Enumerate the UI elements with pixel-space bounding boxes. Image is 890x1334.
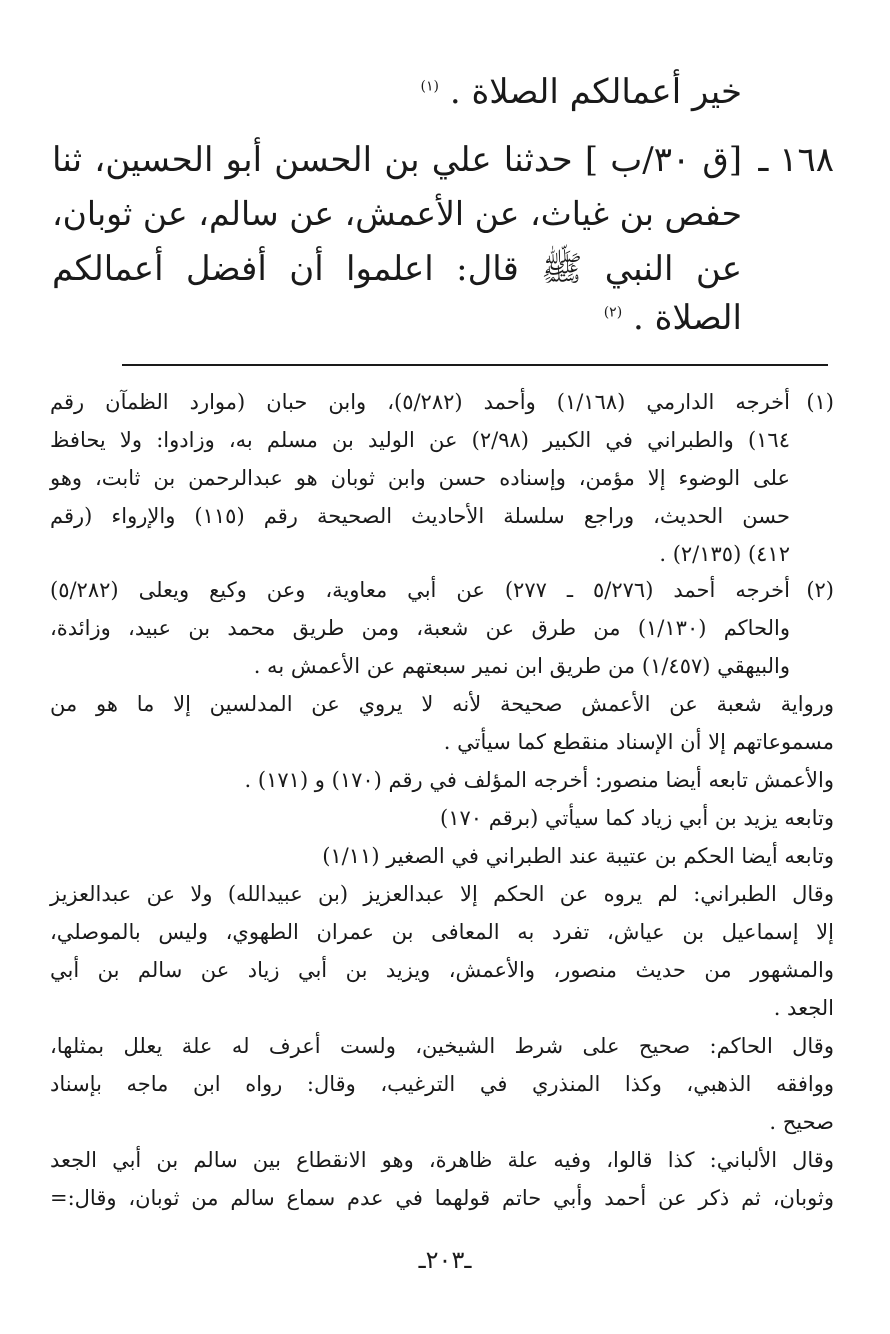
footnote-1-line: ٤١٢) (٢/١٣٥) .	[659, 542, 790, 566]
hadith-line-2: حفص بن غياث، عن الأعمش، عن سالم، عن ثوبان،	[52, 194, 742, 233]
footnote-2-line: إلا إسماعيل بن عياش، تفرد به المعافى بن عمران الطهوي، وليس بالموصلي،	[50, 920, 834, 944]
footnote-1-line: ١٦٤) والطبراني في الكبير (٢/٩٨) عن الوليد بن مسلم به، وزادوا: ولا يحافظ	[50, 428, 790, 452]
footnote-2-line: صحيح .	[769, 1110, 834, 1134]
hadith-line-3: عن النبي ﷺ قال: اعلموا أن أفضل أعمالكم	[52, 249, 742, 289]
footnote-1-line: أخرجه الدارمي (١/١٦٨) وأحمد (٥/٢٨٢)، وابن حبان (موارد الظمآن رقم	[50, 390, 790, 414]
hadith-number: ١٦٨ ـ	[758, 140, 834, 180]
footnote-2-line: الجعد .	[773, 996, 834, 1020]
footnote-2-marker: (٢)	[806, 578, 834, 602]
footnote-ref-2: (٢)	[603, 304, 623, 321]
hadith-line-1: [ق ٣٠/ب ] حدثنا علي بن الحسن أبو الحسين، ثنا	[52, 140, 742, 180]
footnote-2-line: وقال الحاكم: صحيح على شرط الشيخين، ولست أعرف له علة يعلل بمثلها،	[50, 1034, 834, 1058]
footnote-2-line: ووافقه الذهبي، وكذا المنذري في الترغيب، وقال: رواه ابن ماجه بإسناد	[50, 1072, 834, 1096]
hadith-line-4	[604, 298, 742, 338]
footnote-ref-1: (١)	[420, 78, 440, 95]
footnote-2-line: ورواية شعبة عن الأعمش صحيحة لأنه لا يروي عن المدلسين إلا ما هو من	[50, 692, 834, 716]
main-line-0-text: خير أعمالكم الصلاة .	[449, 72, 742, 112]
footnote-2-line: أخرجه أحمد (٥/٢٧٦ ـ ٢٧٧) عن أبي معاوية، وعن وكيع ويعلى (٥/٢٨٢)	[50, 578, 790, 602]
footnote-1-marker: (١)	[806, 390, 834, 414]
footnote-1-line: على الوضوء إلا مؤمن، وإسناده حسن وابن ثوبان هو عبدالرحمن بن ثابت، وهو	[50, 466, 790, 490]
footnote-2-line: وقال الألباني: كذا قالوا، وفيه علة ظاهرة، وهو الانقطاع بين سالم بن أبي الجعد	[50, 1148, 834, 1172]
footnote-2-line: وثوبان، ثم ذكر عن أحمد وأبي حاتم قولهما في عدم سماع سالم من ثوبان، وقال:=	[50, 1186, 834, 1210]
footnote-2-line: وتابعه يزيد بن أبي زياد كما سيأتي (برقم ١٧٠)	[440, 806, 834, 830]
footnote-2-line: والحاكم (١/١٣٠) من طرق عن شعبة، ومن طريق محمد بن عبيد، وزائدة،	[50, 616, 791, 640]
page-number: ـ٢٠٣ـ	[418, 1246, 472, 1274]
footnote-divider	[122, 364, 828, 366]
footnote-2-line: مسموعاتهم إلا أن الإسناد منقطع كما سيأتي .	[443, 730, 834, 754]
footnote-2-line: والمشهور من حديث منصور، والأعمش، ويزيد بن أبي زياد عن سالم بن أبي	[50, 958, 834, 982]
footnote-2-line: وقال الطبراني: لم يروه عن الحكم إلا عبدالعزيز (بن عبيدالله) ولا عن عبدالعزيز	[50, 882, 834, 906]
footnote-2-line: وتابعه أيضا الحكم بن عتيبة عند الطبراني في الصغير (١/١١)	[322, 844, 834, 868]
footnote-2-line: والبيهقي (١/٤٥٧) من طريق ابن نمير سبعتهم عن الأعمش به .	[253, 654, 790, 678]
footnote-1-line: حسن الحديث، وراجع سلسلة الأحاديث الصحيحة رقم (١١٥) والإرواء (رقم	[50, 504, 790, 528]
footnote-2-line: والأعمش تابعه أيضا منصور: أخرجه المؤلف في رقم (١٧٠) و (١٧١) .	[244, 768, 834, 792]
hadith-line-4-text: الصلاة .	[632, 298, 742, 338]
main-line-0	[421, 72, 742, 112]
